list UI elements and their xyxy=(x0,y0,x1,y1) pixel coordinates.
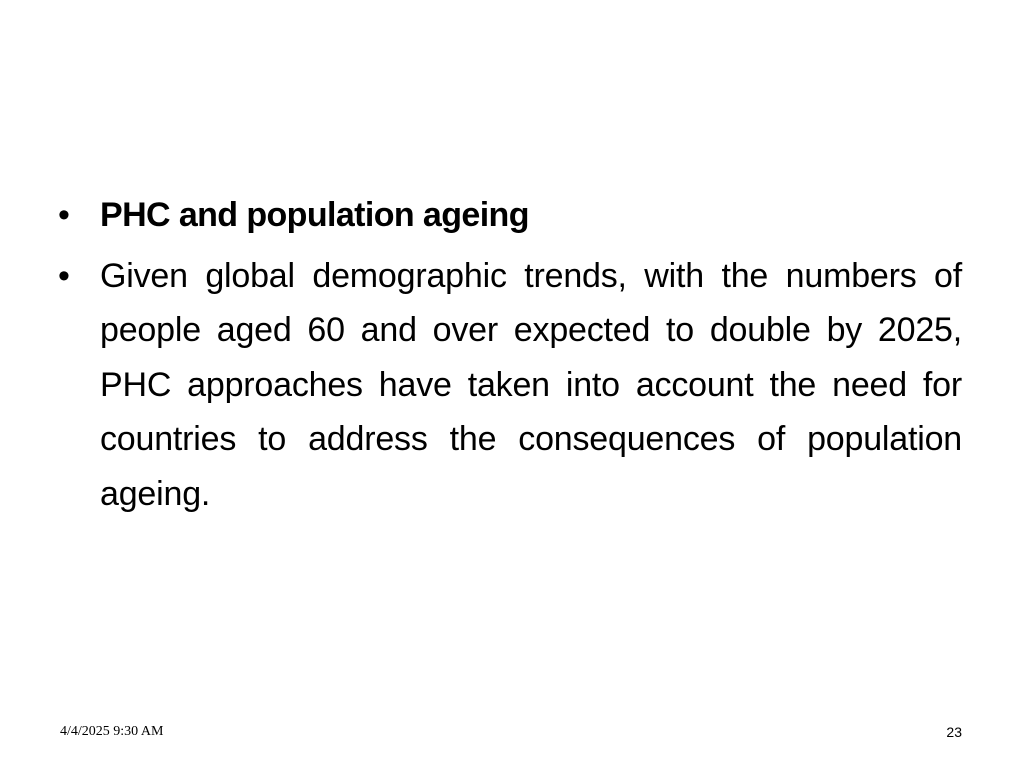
bullet-body-text: Given global demographic trends, with the numbers of people aged 60 and over expected to double by 2025, PHC approaches have taken into account the need for countries to address the consequences of population ageing. xyxy=(100,256,962,513)
bullet-body-item xyxy=(58,249,962,522)
footer-date: 4/4/2025 9:30 AM xyxy=(60,724,164,739)
bullet-list xyxy=(58,188,962,521)
bullet-heading-item xyxy=(58,188,962,243)
slide-number: 23 xyxy=(946,724,962,740)
slide-content xyxy=(58,188,962,521)
bullet-heading-text: PHC and population ageing xyxy=(100,196,529,234)
bullet-point-icon: • xyxy=(58,256,70,295)
bullet-point-icon: • xyxy=(58,196,70,234)
